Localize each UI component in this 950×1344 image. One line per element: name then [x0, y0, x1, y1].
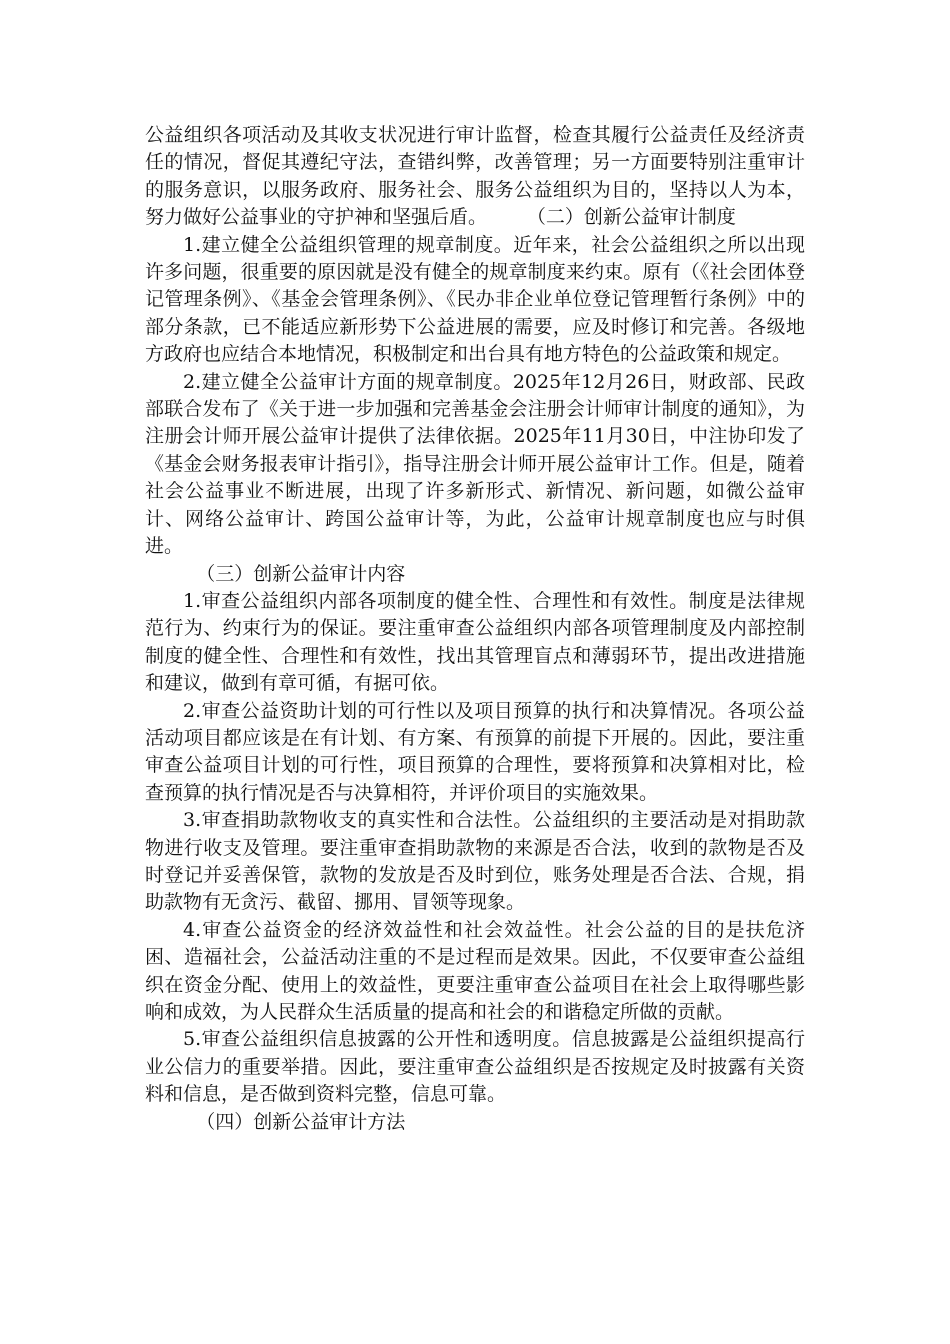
section-heading-3: （三）创新公益审计内容 [196, 562, 406, 585]
paragraph-text: 公益组织各项活动及其收支状况进行审计监督，检查其履行公益责任及经济责任的情况，督促其遵纪守法，查错纠弊，改善管理；另一方面要特别注重审计的服务意识，以服务政府、服务社会、服务公益组织为目的，坚持以人为本，努力做好公益事业的守护神和坚强后盾。 [145, 124, 805, 229]
paragraph-3: 1.审查公益组织内部各项制度的健全性、合理性和有效性。制度是法律规范行为、约束行为的保证。要注重审查公益组织内部各项管理制度及内部控制制度的健全性、合理性和有效性，找出其管理盲点和薄弱环节，提出改进措施和建议，做到有章可循，有据可依。 [145, 589, 805, 695]
paragraph-4: 2.审查公益资助计划的可行性以及项目预算的执行和决算情况。各项公益活动项目都应该是在有计划、有方案、有预算的前提下开展的。因此，要注重审查公益项目计划的可行性，项目预算的合理性，要将预算和决算相对比，检查预算的执行情况是否与决算相符，并评价项目的实施效果。 [145, 699, 805, 804]
paragraph-6: 4.审查公益资金的经济效益性和社会效益性。社会公益的目的是扶危济困、造福社会，公益活动注重的不是过程而是效果。因此，不仅要审查公益组织在资金分配、使用上的效益性，更要注重审查公益项目在社会上取得哪些影响和成效，为人民群众生活质量的提高和社会的和谐稳定所做的贡献。 [145, 918, 805, 1023]
paragraph-1: 1.建立健全公益组织管理的规章制度。近年来，社会公益组织之所以出现许多问题，很重要的原因就是没有健全的规章制度来约束。原有（《社会团体登记管理条例》、《基金会管理条例》、《民办非企业单位登记管理暂行条例》中的部分条款，已不能适应新形势下公益进展的需要，应及时修订和完善。各级地方政府也应结合本地情况，积极制定和出台具有地方特色的公益政策和规定。 [145, 233, 805, 366]
paragraph-2: 2.建立健全公益审计方面的规章制度。2025年12月26日，财政部、民政部联合发布了《关于进一步加强和完善基金会注册会计师审计制度的通知》，为注册会计师开展公益审计提供了法律依据。2025年11月30日，中注协印发了《基金会财务报表审计指引》，指导注册会计师开展公益审计工作。但是，随着社会公益事业不断进展，出现了许多新形式、新情况、新问题，如微公益审计、网络公益审计、跨国公益审计等，为此，公益审计规章制度也应与时俱进。 [145, 370, 805, 558]
section-heading-4: （四）创新公益审计方法 [196, 1110, 406, 1133]
section-heading-2: （二）创新公益审计制度 [536, 206, 736, 229]
document-page [145, 122, 805, 1136]
paragraph-7: 5.审查公益组织信息披露的公开性和透明度。信息披露是公益组织提高行业公信力的重要举措。因此，要注重审查公益组织是否按规定及时披露有关资料和信息，是否做到资料完整，信息可靠。 [145, 1028, 805, 1106]
paragraph-5: 3.审查捐助款物收支的真实性和合法性。公益组织的主要活动是对捐助款物进行收支及管理。要注重审查捐助款物的来源是否合法，收到的款物是否及时登记并妥善保管，款物的发放是否及时到位，账务处理是否合法、合规，捐助款物有无贪污、截留、挪用、冒领等现象。 [145, 809, 805, 914]
paragraph-continuation [145, 122, 805, 232]
